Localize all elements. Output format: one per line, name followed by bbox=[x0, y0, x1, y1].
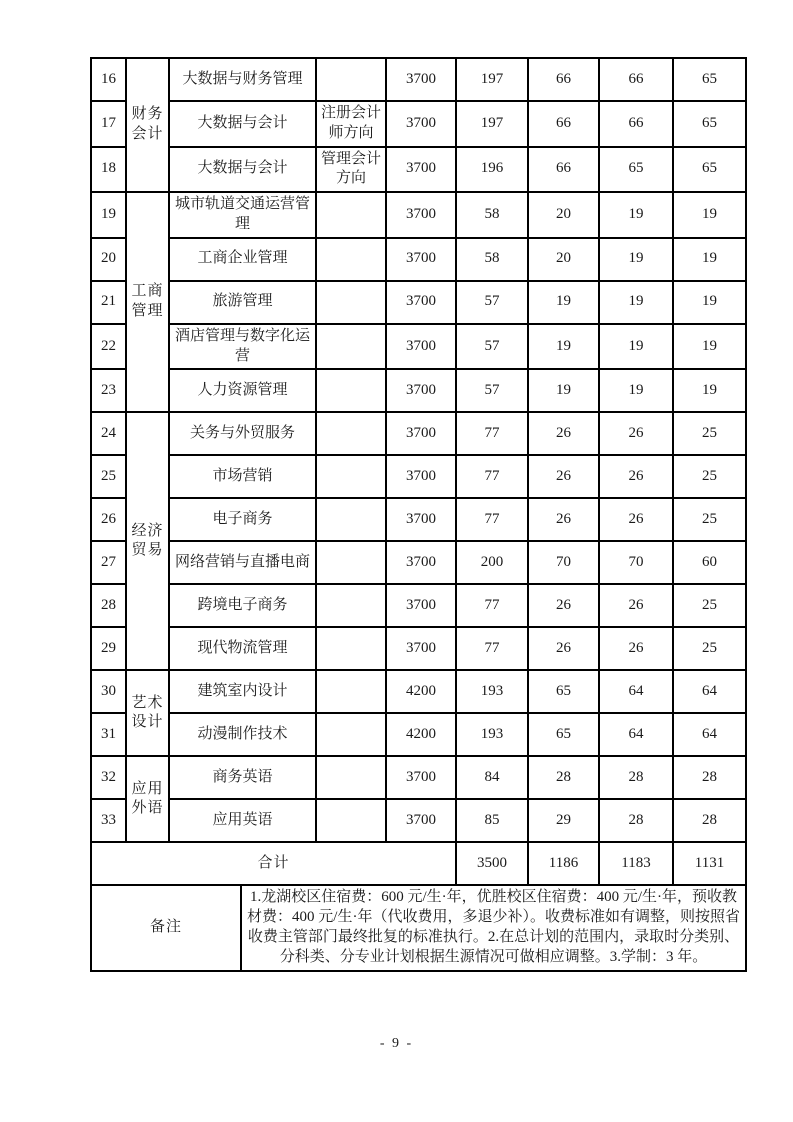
table-row bbox=[91, 756, 746, 799]
value-cell: 4200 bbox=[386, 713, 456, 756]
value-cell: 197 bbox=[456, 58, 528, 101]
direction-cell: 管理会计方向 bbox=[316, 147, 386, 193]
major-name-cell: 网络营销与直播电商 bbox=[169, 541, 316, 584]
direction-cell bbox=[316, 281, 386, 324]
value-cell: 19 bbox=[673, 281, 746, 324]
major-name-cell: 电子商务 bbox=[169, 498, 316, 541]
plan-table-body bbox=[91, 58, 746, 842]
value-cell: 77 bbox=[456, 412, 528, 455]
value-cell: 26 bbox=[599, 498, 673, 541]
value-cell: 28 bbox=[528, 756, 599, 799]
value-cell: 19 bbox=[528, 324, 599, 370]
value-cell: 19 bbox=[673, 238, 746, 281]
direction-cell bbox=[316, 627, 386, 670]
row-number-cell: 33 bbox=[91, 799, 126, 842]
value-cell: 3700 bbox=[386, 627, 456, 670]
value-cell: 25 bbox=[673, 412, 746, 455]
value-cell: 66 bbox=[599, 101, 673, 147]
value-cell: 19 bbox=[599, 369, 673, 412]
total-value-cell: 1183 bbox=[599, 842, 673, 885]
major-name-cell: 旅游管理 bbox=[169, 281, 316, 324]
value-cell: 65 bbox=[528, 670, 599, 713]
value-cell: 19 bbox=[673, 369, 746, 412]
value-cell: 85 bbox=[456, 799, 528, 842]
table-row bbox=[91, 584, 746, 627]
value-cell: 28 bbox=[673, 756, 746, 799]
value-cell: 66 bbox=[528, 101, 599, 147]
value-cell: 70 bbox=[599, 541, 673, 584]
major-name-cell: 动漫制作技术 bbox=[169, 713, 316, 756]
table-row bbox=[91, 192, 746, 238]
row-number-cell: 17 bbox=[91, 101, 126, 147]
value-cell: 193 bbox=[456, 670, 528, 713]
value-cell: 26 bbox=[528, 584, 599, 627]
value-cell: 197 bbox=[456, 101, 528, 147]
value-cell: 3700 bbox=[386, 147, 456, 193]
table-row bbox=[91, 541, 746, 584]
direction-cell bbox=[316, 58, 386, 101]
value-cell: 65 bbox=[673, 101, 746, 147]
value-cell: 3700 bbox=[386, 799, 456, 842]
category-cell: 财务会计 bbox=[126, 58, 169, 192]
value-cell: 57 bbox=[456, 369, 528, 412]
value-cell: 3700 bbox=[386, 369, 456, 412]
row-number-cell: 25 bbox=[91, 455, 126, 498]
value-cell: 26 bbox=[528, 498, 599, 541]
value-cell: 3700 bbox=[386, 324, 456, 370]
table-row bbox=[91, 369, 746, 412]
direction-cell bbox=[316, 324, 386, 370]
value-cell: 84 bbox=[456, 756, 528, 799]
major-name-cell: 跨境电子商务 bbox=[169, 584, 316, 627]
row-number-cell: 20 bbox=[91, 238, 126, 281]
value-cell: 64 bbox=[673, 670, 746, 713]
value-cell: 58 bbox=[456, 192, 528, 238]
row-number-cell: 19 bbox=[91, 192, 126, 238]
value-cell: 3700 bbox=[386, 238, 456, 281]
major-name-cell: 商务英语 bbox=[169, 756, 316, 799]
value-cell: 3700 bbox=[386, 756, 456, 799]
value-cell: 25 bbox=[673, 455, 746, 498]
direction-cell bbox=[316, 799, 386, 842]
direction-cell bbox=[316, 455, 386, 498]
value-cell: 25 bbox=[673, 584, 746, 627]
major-name-cell: 大数据与财务管理 bbox=[169, 58, 316, 101]
row-number-cell: 29 bbox=[91, 627, 126, 670]
table-row bbox=[91, 147, 746, 193]
value-cell: 19 bbox=[528, 281, 599, 324]
row-number-cell: 26 bbox=[91, 498, 126, 541]
value-cell: 20 bbox=[528, 238, 599, 281]
major-name-cell: 市场营销 bbox=[169, 455, 316, 498]
major-name-cell: 现代物流管理 bbox=[169, 627, 316, 670]
direction-cell bbox=[316, 756, 386, 799]
major-name-cell: 人力资源管理 bbox=[169, 369, 316, 412]
value-cell: 26 bbox=[599, 584, 673, 627]
value-cell: 3700 bbox=[386, 498, 456, 541]
table-row bbox=[91, 58, 746, 101]
row-number-cell: 22 bbox=[91, 324, 126, 370]
value-cell: 3700 bbox=[386, 281, 456, 324]
value-cell: 64 bbox=[599, 713, 673, 756]
table-row bbox=[91, 627, 746, 670]
value-cell: 19 bbox=[599, 324, 673, 370]
row-number-cell: 24 bbox=[91, 412, 126, 455]
direction-cell bbox=[316, 238, 386, 281]
table-row bbox=[91, 281, 746, 324]
value-cell: 3700 bbox=[386, 101, 456, 147]
table-row bbox=[91, 670, 746, 713]
value-cell: 77 bbox=[456, 584, 528, 627]
direction-cell: 注册会计师方向 bbox=[316, 101, 386, 147]
value-cell: 64 bbox=[673, 713, 746, 756]
row-number-cell: 21 bbox=[91, 281, 126, 324]
table-row bbox=[91, 412, 746, 455]
table-row bbox=[91, 498, 746, 541]
value-cell: 4200 bbox=[386, 670, 456, 713]
row-number-cell: 30 bbox=[91, 670, 126, 713]
value-cell: 66 bbox=[528, 58, 599, 101]
value-cell: 65 bbox=[673, 58, 746, 101]
direction-cell bbox=[316, 498, 386, 541]
direction-cell bbox=[316, 670, 386, 713]
value-cell: 65 bbox=[673, 147, 746, 193]
value-cell: 66 bbox=[528, 147, 599, 193]
value-cell: 19 bbox=[673, 192, 746, 238]
value-cell: 70 bbox=[528, 541, 599, 584]
row-number-cell: 32 bbox=[91, 756, 126, 799]
value-cell: 26 bbox=[528, 412, 599, 455]
value-cell: 3700 bbox=[386, 58, 456, 101]
major-name-cell: 关务与外贸服务 bbox=[169, 412, 316, 455]
row-number-cell: 28 bbox=[91, 584, 126, 627]
major-name-cell: 酒店管理与数字化运营 bbox=[169, 324, 316, 370]
total-row bbox=[91, 842, 746, 885]
total-value-cell: 3500 bbox=[456, 842, 528, 885]
direction-cell bbox=[316, 192, 386, 238]
value-cell: 19 bbox=[673, 324, 746, 370]
table-row bbox=[91, 713, 746, 756]
value-cell: 26 bbox=[599, 627, 673, 670]
value-cell: 64 bbox=[599, 670, 673, 713]
category-cell: 艺术设计 bbox=[126, 670, 169, 756]
major-name-cell: 建筑室内设计 bbox=[169, 670, 316, 713]
table-row bbox=[91, 324, 746, 370]
major-name-cell: 城市轨道交通运营管理 bbox=[169, 192, 316, 238]
value-cell: 3700 bbox=[386, 584, 456, 627]
table-row bbox=[91, 799, 746, 842]
value-cell: 196 bbox=[456, 147, 528, 193]
value-cell: 19 bbox=[528, 369, 599, 412]
category-cell: 经济贸易 bbox=[126, 412, 169, 670]
value-cell: 19 bbox=[599, 281, 673, 324]
category-cell: 应用外语 bbox=[126, 756, 169, 842]
row-number-cell: 27 bbox=[91, 541, 126, 584]
value-cell: 19 bbox=[599, 192, 673, 238]
note-content: 1.龙湖校区住宿费：600 元/生·年，优胜校区住宿费：400 元/生·年，预收教材费：400 元/生·年（代收费用，多退少补）。收费标准如有调整，则按照省收费主管部门最终批复的标准执行。2.在总计划的范围内，录取时分类别、分科类、分专业计划根据生源情况可做相应调整。3.学制：3 年。 bbox=[241, 885, 746, 970]
value-cell: 26 bbox=[528, 455, 599, 498]
value-cell: 65 bbox=[599, 147, 673, 193]
note-row bbox=[91, 885, 746, 970]
direction-cell bbox=[316, 412, 386, 455]
value-cell: 57 bbox=[456, 324, 528, 370]
direction-cell bbox=[316, 584, 386, 627]
value-cell: 26 bbox=[599, 455, 673, 498]
value-cell: 25 bbox=[673, 498, 746, 541]
major-name-cell: 工商企业管理 bbox=[169, 238, 316, 281]
row-number-cell: 23 bbox=[91, 369, 126, 412]
category-cell: 工商管理 bbox=[126, 192, 169, 412]
value-cell: 57 bbox=[456, 281, 528, 324]
value-cell: 26 bbox=[528, 627, 599, 670]
value-cell: 77 bbox=[456, 627, 528, 670]
table-row bbox=[91, 101, 746, 147]
value-cell: 77 bbox=[456, 498, 528, 541]
value-cell: 3700 bbox=[386, 192, 456, 238]
value-cell: 60 bbox=[673, 541, 746, 584]
major-name-cell: 大数据与会计 bbox=[169, 101, 316, 147]
direction-cell bbox=[316, 713, 386, 756]
plan-table-footer bbox=[91, 842, 746, 970]
total-value-cell: 1131 bbox=[673, 842, 746, 885]
value-cell: 66 bbox=[599, 58, 673, 101]
page-number: - 9 - bbox=[379, 1036, 414, 1051]
value-cell: 3700 bbox=[386, 412, 456, 455]
value-cell: 3700 bbox=[386, 541, 456, 584]
value-cell: 65 bbox=[528, 713, 599, 756]
direction-cell bbox=[316, 541, 386, 584]
major-name-cell: 应用英语 bbox=[169, 799, 316, 842]
value-cell: 28 bbox=[599, 756, 673, 799]
row-number-cell: 16 bbox=[91, 58, 126, 101]
value-cell: 26 bbox=[599, 412, 673, 455]
total-value-cell: 1186 bbox=[528, 842, 599, 885]
value-cell: 20 bbox=[528, 192, 599, 238]
value-cell: 77 bbox=[456, 455, 528, 498]
row-number-cell: 31 bbox=[91, 713, 126, 756]
row-number-cell: 18 bbox=[91, 147, 126, 193]
direction-cell bbox=[316, 369, 386, 412]
value-cell: 3700 bbox=[386, 455, 456, 498]
value-cell: 58 bbox=[456, 238, 528, 281]
value-cell: 29 bbox=[528, 799, 599, 842]
value-cell: 193 bbox=[456, 713, 528, 756]
enrollment-plan-table bbox=[90, 57, 747, 972]
total-label: 合计 bbox=[91, 842, 456, 885]
value-cell: 28 bbox=[673, 799, 746, 842]
table-row bbox=[91, 455, 746, 498]
major-name-cell: 大数据与会计 bbox=[169, 147, 316, 193]
value-cell: 28 bbox=[599, 799, 673, 842]
table-row bbox=[91, 238, 746, 281]
value-cell: 200 bbox=[456, 541, 528, 584]
value-cell: 19 bbox=[599, 238, 673, 281]
value-cell: 25 bbox=[673, 627, 746, 670]
note-label: 备注 bbox=[91, 885, 241, 970]
